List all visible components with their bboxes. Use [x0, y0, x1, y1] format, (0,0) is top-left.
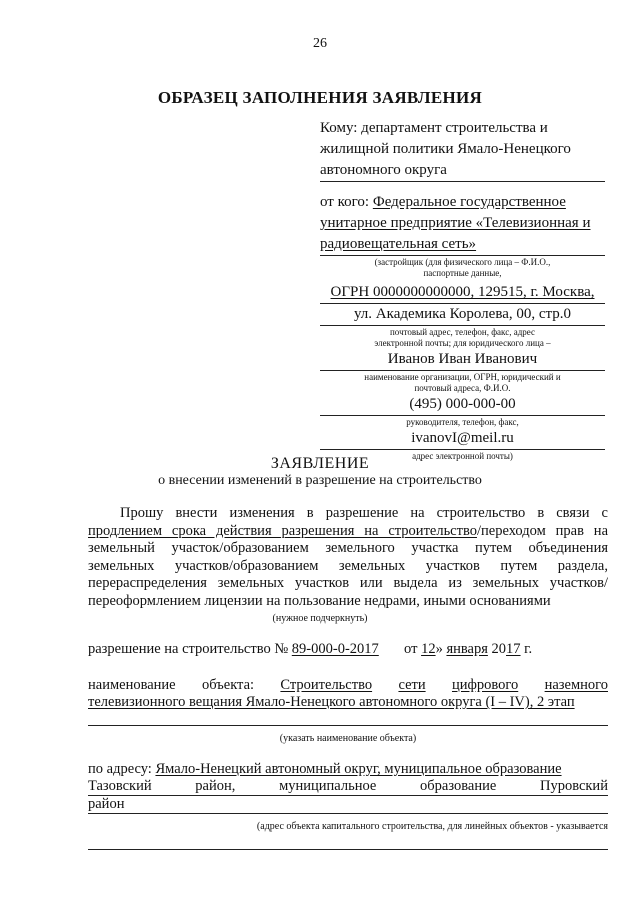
applicant-name-line: Федеральное государственное	[372, 194, 566, 210]
recipient-block	[320, 118, 610, 182]
object-block	[88, 677, 608, 747]
permit-year-end: г.	[524, 641, 533, 657]
permit-year-prefix: 20	[491, 641, 507, 657]
object-hint: (указать наименование объекта)	[279, 733, 417, 744]
applicant-name-line: радиовещательная сеть»	[320, 236, 477, 252]
permit-month: января	[446, 641, 488, 657]
applicant-address: ул. Академика Королева, 00, стр.0	[353, 306, 572, 322]
applicant-prefix: от кого:	[320, 194, 370, 210]
address-line-text: район	[88, 796, 125, 812]
permit-day-suffix: »	[435, 641, 443, 657]
address-word: Тазовский	[88, 778, 152, 794]
field-hint: почтовый адреса, Ф.И.О.	[414, 383, 511, 393]
field-hint: почтовый адрес, телефон, факс, адрес	[389, 327, 535, 337]
blank-line	[88, 835, 608, 850]
object-name-line: телевизионного вещания Ямало-Ненецкого автономного округа (I – IV), 2 этап	[88, 694, 575, 710]
object-label: объекта:	[202, 677, 255, 693]
request-reason-underlined: продлением срока действия разрешения на строительство	[88, 522, 477, 539]
field-hint: руководителя, телефон, факс,	[406, 417, 519, 427]
address-block	[88, 761, 608, 850]
request-text: Прошу внести изменения в разрешение на строительство в связи с	[120, 505, 608, 521]
object-name-word: Строительство	[280, 677, 373, 693]
recipient-line: жилищной политики Ямало-Ненецкого	[320, 141, 571, 157]
field-hint: адрес электронной почты)	[412, 451, 513, 461]
applicant-email: ivanovI@meil.ru	[411, 430, 514, 446]
permit-from-label: от	[404, 641, 418, 657]
permit-label: разрешение на строительство №	[88, 641, 289, 657]
permit-day: 12	[421, 641, 436, 657]
applicant-phone: (495) 000-000-00	[409, 396, 516, 412]
blank-line	[88, 711, 608, 726]
field-hint: наименование организации, ОГРН, юридический и	[364, 372, 561, 382]
object-name-word: цифрового	[451, 677, 519, 693]
permit-number: 89-000-0-2017	[291, 641, 379, 657]
statement-subheading: о внесении изменений в разрешение на строительство	[158, 473, 482, 488]
object-name-word: наземного	[544, 677, 608, 693]
page-title: ОБРАЗЕЦ ЗАПОЛНЕНИЯ ЗАЯВЛЕНИЯ	[157, 88, 483, 107]
field-hint: (застройщик (для физического лица – Ф.И.О.,	[374, 257, 551, 267]
address-hint: (адрес объекта капитального строительства, для линейных объектов - указывается	[256, 821, 608, 832]
request-paragraph	[88, 505, 608, 610]
applicant-ogrn: ОГРН 0000000000000, 129515, г. Москва,	[330, 284, 595, 300]
address-line	[88, 796, 608, 814]
statement-heading: ЗАЯВЛЕНИЕ	[270, 455, 370, 472]
address-word: Пуровский	[539, 778, 608, 794]
recipient-line: автономного округа	[320, 160, 605, 182]
applicant-block	[320, 192, 610, 462]
address-line: Ямало-Ненецкий автономный округ, муниципальное образование	[155, 761, 562, 777]
permit-year-suffix: 17	[506, 641, 521, 657]
permit-line	[88, 641, 532, 658]
address-label: по адресу:	[88, 761, 152, 777]
underline-hint: (нужное подчеркнуть)	[272, 613, 368, 624]
applicant-person: Иванов Иван Иванович	[387, 351, 538, 367]
field-hint: паспортные данные,	[423, 268, 502, 278]
recipient-line: Кому: департамент строительства и	[320, 120, 548, 136]
address-word: образование	[420, 778, 497, 794]
object-name-word: сети	[398, 677, 426, 693]
field-hint: электронной почты; для юридического лица –	[374, 338, 551, 348]
request-text-rest: /переходом прав на земельный участок/образованием земельного участка путем объединения земельных участков/образованием земельных участков путем раздела, перераспределения земельных участков или выдела из земельных участков/ переоформлением лицензии на пользование недрами, иными основаниями	[88, 522, 609, 609]
applicant-name-line: унитарное предприятие «Телевизионная и	[320, 215, 591, 231]
object-label: наименование	[88, 677, 176, 693]
page-number: 26	[313, 36, 327, 51]
address-word: муниципальное	[279, 778, 377, 794]
address-word: район,	[195, 778, 236, 794]
